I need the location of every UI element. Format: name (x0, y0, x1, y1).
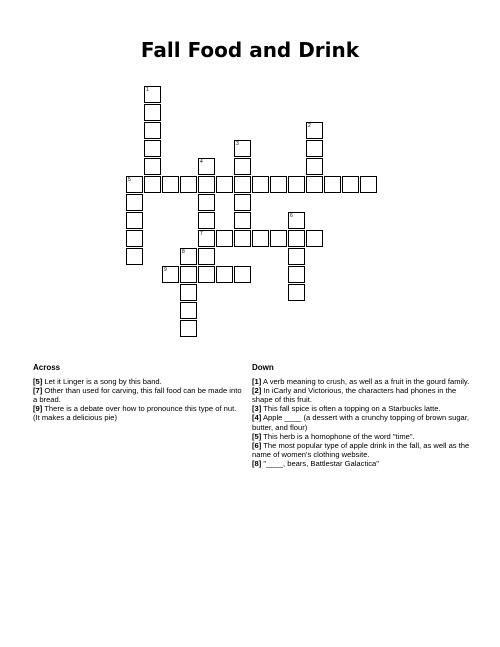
down-clue (252, 432, 472, 441)
down-clue (252, 459, 472, 468)
grid-cell[interactable] (324, 176, 341, 193)
grid-cell[interactable] (198, 248, 215, 265)
grid-cell[interactable] (180, 320, 197, 337)
grid-number: 1 (146, 87, 149, 93)
clue-number: [3] (252, 404, 262, 414)
grid-number: 6 (290, 213, 293, 219)
grid-number: 9 (164, 267, 167, 273)
grid-cell[interactable] (306, 230, 323, 247)
clue-number: [2] (252, 386, 262, 396)
grid-cell[interactable] (288, 248, 305, 265)
grid-cell[interactable] (126, 194, 143, 211)
grid-cell[interactable] (306, 140, 323, 157)
grid-cell[interactable] (180, 176, 197, 193)
grid-cell[interactable] (198, 266, 215, 283)
grid-number: 5 (128, 177, 131, 183)
grid-cell[interactable] (306, 158, 323, 175)
down-clue (252, 377, 472, 386)
grid-number: 3 (236, 141, 239, 147)
clue-text: "____, bears, Battlestar Galactica" (263, 458, 379, 468)
grid-cell[interactable] (180, 302, 197, 319)
clue-text: The most popular type of apple drink in the fall, as well as the name of women's clothing website. (252, 440, 470, 459)
clue-text: This herb is a homophone of the word "time". (263, 431, 415, 441)
grid-cell[interactable] (234, 212, 251, 229)
grid-cell[interactable] (198, 194, 215, 211)
grid-number: 2 (308, 123, 311, 129)
grid-cell[interactable] (288, 230, 305, 247)
clue-text: This fall spice is often a topping on a Starbucks latte. (263, 404, 441, 414)
down-clue (252, 386, 472, 404)
clue-number: [5] (33, 377, 43, 387)
clue-text: There is a debate over how to pronounce this type of nut. (It makes a delicious pie) (33, 404, 237, 423)
clue-text: Apple ____ (a dessert with a crunchy topping of brown sugar, butter, and flour) (252, 413, 469, 432)
clue-number: [8] (252, 458, 262, 468)
grid-cell[interactable] (144, 104, 161, 121)
across-clues (33, 363, 245, 423)
grid-cell[interactable] (144, 122, 161, 139)
grid-number: 7 (200, 231, 203, 237)
grid-cell[interactable] (144, 158, 161, 175)
clue-text: Other than used for carving, this fall food can be made into a bread. (33, 386, 242, 405)
grid-cell[interactable] (234, 230, 251, 247)
clue-number: [5] (252, 431, 262, 441)
across-clue (33, 404, 245, 422)
grid-cell[interactable] (252, 230, 269, 247)
grid-cell[interactable] (342, 176, 359, 193)
clue-text: A verb meaning to crush, as well as a fruit in the gourd family. (262, 377, 470, 387)
puzzle-title: Fall Food and Drink (140, 38, 360, 62)
grid-cell[interactable] (288, 284, 305, 301)
down-clue (252, 441, 472, 459)
grid-cell[interactable] (162, 176, 179, 193)
grid-cell[interactable] (270, 230, 287, 247)
grid-cell[interactable] (216, 176, 233, 193)
grid-cell[interactable] (234, 176, 251, 193)
across-heading: Across (33, 363, 61, 372)
grid-cell[interactable] (252, 176, 269, 193)
grid-cell[interactable] (126, 212, 143, 229)
grid-cell[interactable] (198, 212, 215, 229)
across-clue (33, 377, 245, 386)
clue-number: [7] (33, 386, 43, 396)
grid-cell[interactable] (180, 266, 197, 283)
clue-number: [9] (33, 404, 43, 414)
grid-cell[interactable] (288, 266, 305, 283)
grid-number: 8 (182, 249, 185, 255)
down-clues (252, 363, 472, 468)
grid-cell[interactable] (270, 176, 287, 193)
grid-cell[interactable] (234, 266, 251, 283)
grid-cell[interactable] (234, 194, 251, 211)
clue-text: Let it Linger is a song by this band. (44, 377, 162, 387)
grid-cell[interactable] (216, 266, 233, 283)
grid-cell[interactable] (144, 176, 161, 193)
grid-cell[interactable] (360, 176, 377, 193)
grid-cell[interactable] (144, 140, 161, 157)
grid-cell[interactable] (306, 176, 323, 193)
grid-cell[interactable] (180, 284, 197, 301)
grid-cell[interactable] (126, 230, 143, 247)
grid-number: 4 (200, 159, 203, 165)
across-clue (33, 386, 245, 404)
clue-number: [6] (252, 440, 262, 450)
down-clue (252, 404, 472, 413)
grid-cell[interactable] (126, 248, 143, 265)
grid-cell[interactable] (198, 176, 215, 193)
down-heading: Down (252, 363, 274, 372)
clue-text: In iCarly and Victorious, the characters had phones in the shape of this fruit. (252, 386, 457, 405)
grid-cell[interactable] (234, 158, 251, 175)
clue-number: [1] (252, 377, 262, 387)
clue-number: [4] (252, 413, 262, 423)
down-clue (252, 413, 472, 431)
grid-cell[interactable] (216, 230, 233, 247)
grid-cell[interactable] (288, 176, 305, 193)
